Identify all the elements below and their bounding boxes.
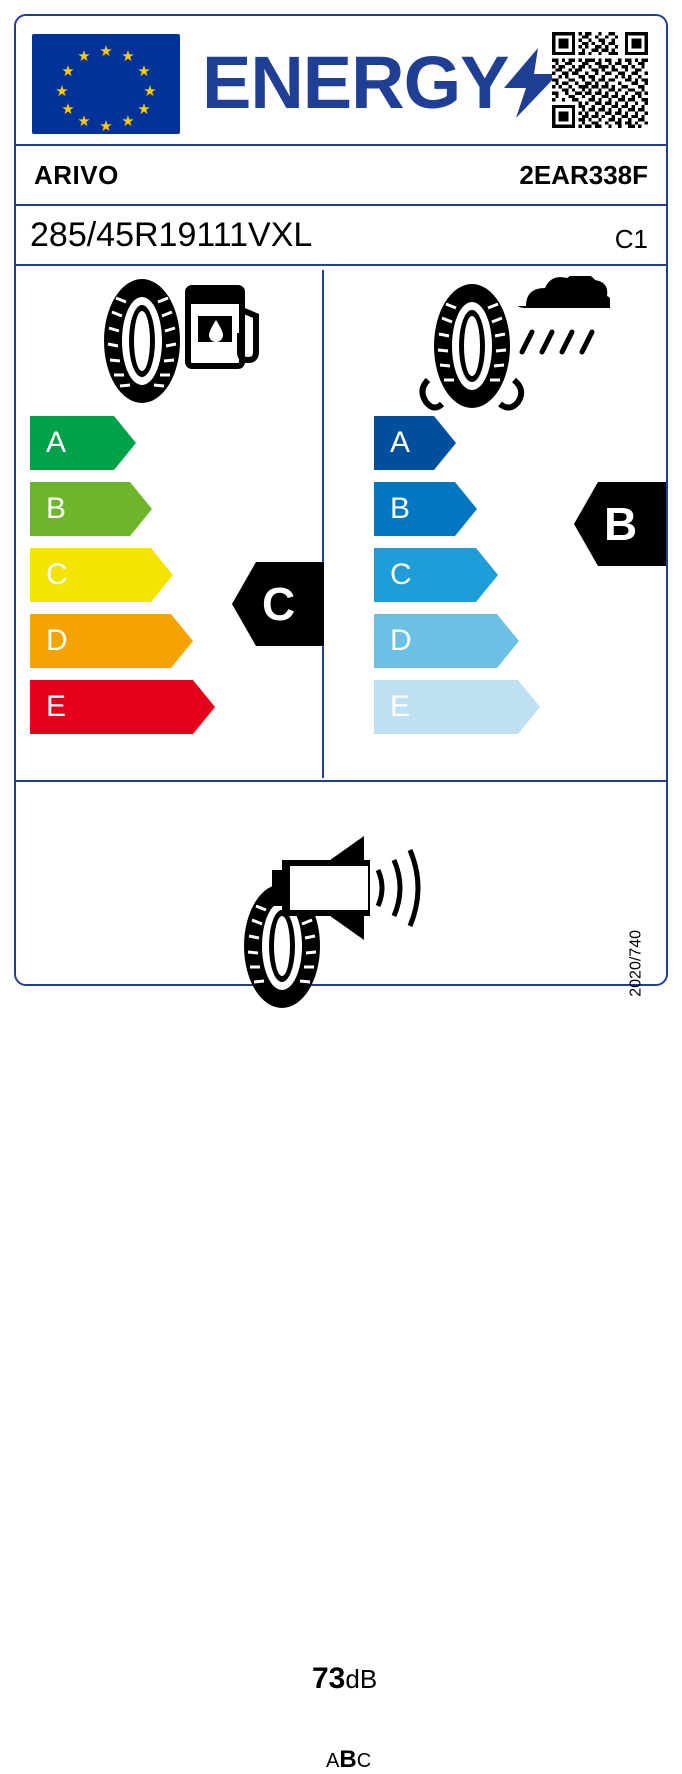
tyre-size: 285/45R19111VXL xyxy=(30,216,313,254)
noise-value-group xyxy=(312,1662,377,1696)
label-header xyxy=(16,16,666,144)
wet-grade-a-letter: A xyxy=(390,426,411,459)
fuel-grade-c xyxy=(30,548,230,602)
eu-flag-icon: ★ ★ ★ ★ ★ ★ ★ ★ ★ ★ ★ ★ xyxy=(32,34,180,134)
fuel-grade-a xyxy=(30,416,230,470)
wet-grade-a xyxy=(374,416,574,470)
noise-unit: dB xyxy=(345,1664,378,1694)
noise-pictogram xyxy=(216,836,446,1011)
product-code: 2EAR338F xyxy=(519,160,648,190)
wet-rating-badge xyxy=(574,482,666,566)
fuel-rating-letter: C xyxy=(262,578,296,630)
fuel-grade-e xyxy=(30,680,230,734)
rain-cloud-icon xyxy=(518,276,610,352)
noise-class-a: A xyxy=(326,1750,340,1772)
fuel-grade-a-letter: A xyxy=(46,426,67,459)
fuel-efficiency-pictogram xyxy=(88,276,268,411)
wet-grade-c-letter: C xyxy=(390,558,412,591)
page-title: ENERGY xyxy=(202,41,509,124)
wet-grip-pictogram xyxy=(410,276,610,431)
wet-grade-d xyxy=(374,614,574,668)
fuel-grade-b-letter: B xyxy=(46,492,67,525)
fuel-grade-c-letter: C xyxy=(46,558,68,591)
brand-name: ARIVO xyxy=(34,160,119,190)
noise-value: 73 xyxy=(312,1662,346,1695)
fuel-grade-d xyxy=(30,614,230,668)
tyre-icon xyxy=(422,284,521,408)
wet-grip-scale xyxy=(374,416,574,746)
wet-grade-b-letter: B xyxy=(390,492,411,525)
wet-grade-b xyxy=(374,482,574,536)
sound-wave-icon xyxy=(378,850,418,926)
wet-grade-e xyxy=(374,680,574,734)
energy-bolt-icon xyxy=(504,48,558,118)
fuel-grade-b xyxy=(30,482,230,536)
fuel-grade-e-letter: E xyxy=(46,690,67,723)
fuel-efficiency-scale xyxy=(30,416,230,746)
qr-code xyxy=(552,32,648,128)
regulation-reference: 2020/740 xyxy=(628,930,645,997)
tyre-class: C1 xyxy=(614,224,648,254)
fuel-rating-badge xyxy=(232,562,324,646)
fuel-grade-d-letter: D xyxy=(46,624,68,657)
divider-noise xyxy=(16,780,666,782)
tyre-icon xyxy=(104,279,180,403)
energy-label-card xyxy=(14,14,668,1773)
wet-rating-letter: B xyxy=(604,498,638,550)
noise-class-current: B xyxy=(339,1746,357,1773)
divider-columns xyxy=(322,270,324,778)
wet-grade-e-letter: E xyxy=(390,690,411,723)
wet-grade-d-letter: D xyxy=(390,624,412,657)
noise-section xyxy=(16,806,666,1773)
fuel-pump-icon xyxy=(188,288,256,366)
noise-class-group xyxy=(326,1746,371,1774)
grading-area xyxy=(16,266,666,804)
size-row xyxy=(16,206,666,264)
brand-row xyxy=(16,146,666,204)
noise-class-c: C xyxy=(356,1750,372,1772)
wet-grade-c xyxy=(374,548,574,602)
